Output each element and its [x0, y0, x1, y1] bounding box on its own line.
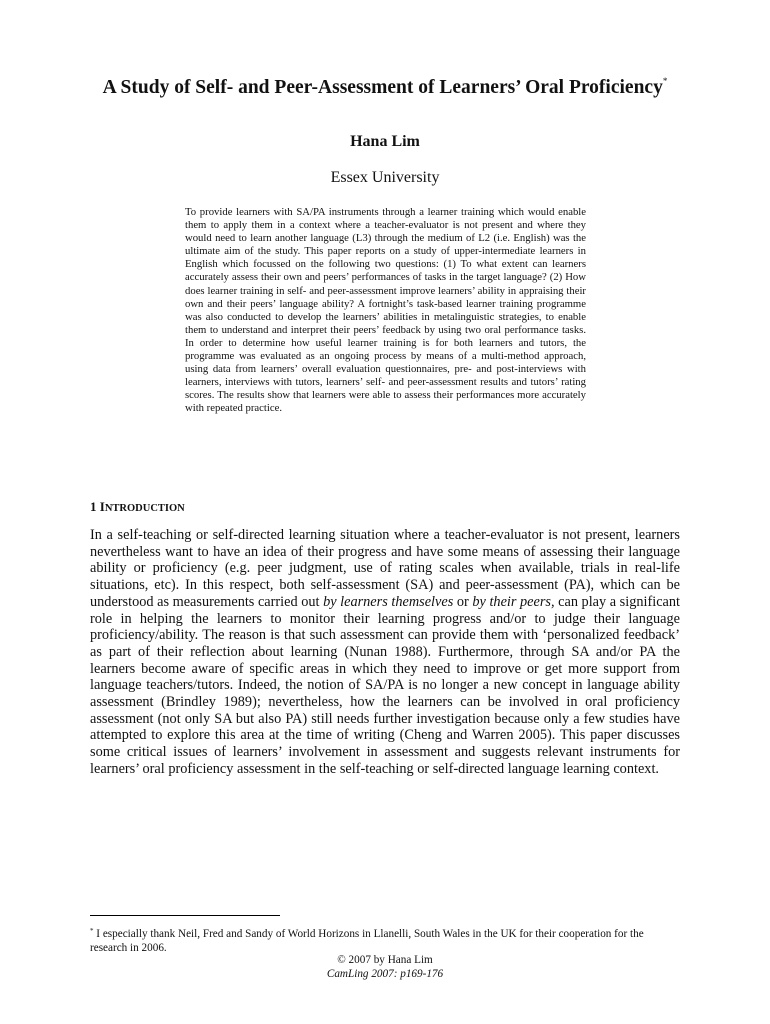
footnote-text: I especially thank Neil, Fred and Sandy of World Horizons in Llanelli, South Wales in the UK for their cooperation for the research in 2006.	[90, 928, 644, 954]
author-name: Hana Lim	[350, 133, 420, 150]
footnote	[90, 924, 680, 955]
section-heading	[90, 499, 185, 515]
intro-text-or: or	[456, 593, 469, 610]
abstract: To provide learners with SA/PA instruments through a learner training which would enable them to apply them in a context where a teacher-evaluator is not present and where they would need to learn another language (L3) through the medium of L2 (i.e. English) was the ultimate aim of the study. This paper reports on a study of upper-intermediate learners in English which focussed on the following two questions: (1) To what extent can learners accurately assess their own and peers’ performances of tasks in the target language? (2) How does learner training in self- and peer-assessment improve learners’ ability in appraising their own and their peers’ language ability? A fortnight’s task-based learner training programme was also conducted to develop the learners’ abilities in metalinguistic strategies, to enable them to understand and interpret their peers’ feedback by using two oral performance tasks. In order to determine how useful learner training is for both learners and tutors, the programme was evaluated as an ongoing process by means of a multi-method approach, using data from learners’ overall evaluation questionnaires, pre- and post-interviews with learners, interviews with tutors, learners’ self- and peer-assessment results and tutors’ rating scores. The results show that learners were able to assess their performances more accurately with repeated practice.	[185, 206, 586, 415]
citation-line: CamLing 2007: p169-176	[326, 968, 444, 980]
introduction-paragraph	[90, 527, 680, 778]
author-affiliation: Essex University	[330, 169, 440, 186]
section-title-initial: I	[99, 499, 105, 514]
section-title	[100, 499, 185, 514]
copyright-line: © 2007 by Hana Lim	[337, 954, 433, 966]
section-number: 1	[90, 499, 97, 514]
intro-emphasis-1: by learners themselves	[323, 593, 454, 610]
title-footnote-mark: *	[662, 76, 668, 86]
footnote-divider	[90, 915, 280, 916]
intro-text-part-1: In a self-teaching or self-directed learning situation where a teacher-evaluator is not present, learners nevertheless want to have an idea of their progress and have some means of assessing their language ability or proficiency (e.g. peer judgment, use of rating scales when available, trials in real-life situations, etc). In this respect, both self-assessment (SA) and peer-assessment (PA), which can be understood as measurements carried out	[90, 527, 680, 610]
paper-title	[90, 70, 680, 99]
intro-text-part-2: can play a significant role in helping the learners to monitor their learning progress and/or to judge their language proficiency/ability. The reason is that such assessment can provide them with ‘personalized feedback’ as part of their reflection about learning (Nunan 1988). Furthermore, through SA and/or PA the learners become aware of specific areas in which they need to improve or get more support from language teachers/tutors. Indeed, the notion of SA/PA is no longer a new concept in language ability assessment (Brindley 1989); nevertheless, how the learners can be involved in oral proficiency assessment (not only SA but also PA) still needs further investigation because only a few studies have attempted to explore this area at the time of writing (Cheng and Warren 2005). This paper discusses some critical issues of learners’ involvement in assessment and suggests relevant instruments for learners’ oral proficiency assessment in the self-teaching or self-directed language learning context.	[90, 593, 681, 777]
footnote-mark: *	[90, 927, 94, 935]
intro-emphasis-2: by their peers,	[472, 593, 555, 610]
paper-title-text: A Study of Self- and Peer-Assessment of Learners’ Oral Proficiency	[102, 77, 663, 98]
section-title-rest: NTRODUCTION	[104, 503, 185, 514]
